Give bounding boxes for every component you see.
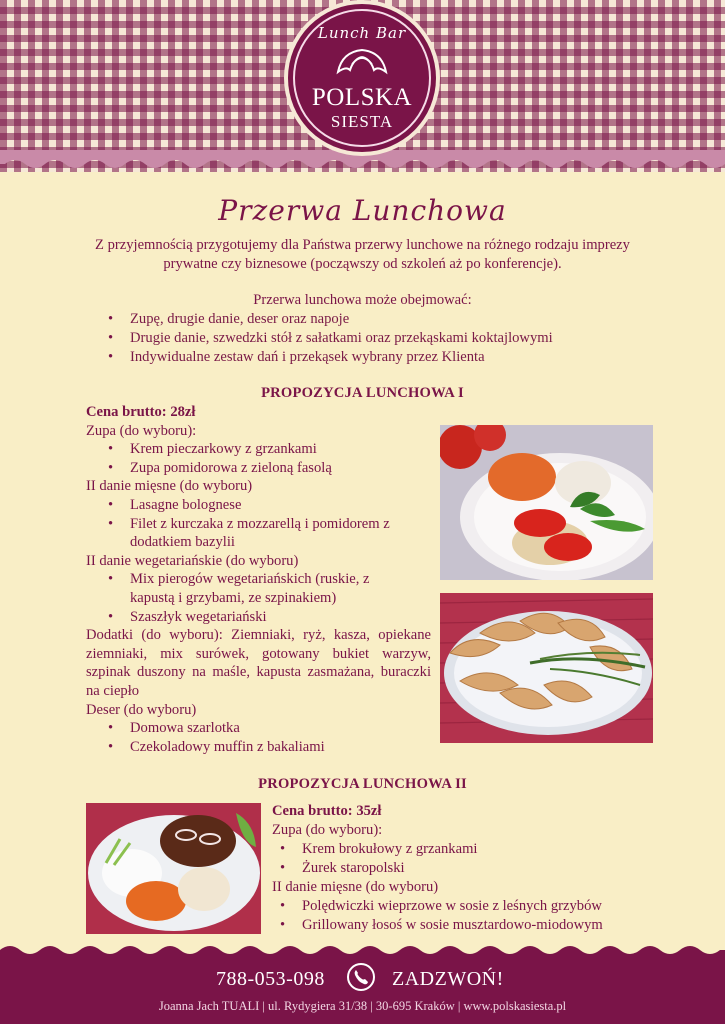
proposal1-soup-label: Zupa (do wyboru): — [86, 422, 197, 439]
proposal1-dessert-list — [86, 719, 431, 756]
dish-photo-pierogi — [440, 593, 653, 743]
phone-number[interactable]: 788-053-098 — [216, 968, 325, 990]
dish-photo-meat-rice — [86, 803, 261, 934]
list-item: • Czekoladowy muffin z bakaliami — [130, 738, 431, 757]
proposal1-dessert-label: Deser (do wyboru) — [86, 701, 197, 718]
dish-photo-tomato-pierogi — [440, 425, 653, 580]
list-item-continuation: kapustą i grzybami, ze szpinakiem) — [130, 589, 337, 606]
list-item: • Krem pieczarkowy z grzankami — [130, 440, 431, 459]
list-item: • Domowa szarlotka — [130, 719, 431, 738]
header-wave-edge — [0, 150, 725, 180]
proposal2-soup-label: Zupa (do wyboru): — [272, 822, 383, 838]
list-item: • Filet z kurczaka z mozzarellą i pomidorem z — [130, 515, 431, 534]
list-item: • Drugie danie, szwedzki stół z sałatkami oraz przekąskami koktajlowymi — [130, 329, 553, 348]
logo-name-polska: POLSKA — [311, 84, 413, 111]
proposal1-meat-label: II danie mięsne (do wyboru) — [86, 478, 253, 495]
proposal1-veg-label: II danie wegetariańskie (do wyboru) — [86, 552, 299, 569]
proposal2-soup-list — [272, 840, 652, 878]
footer-address: Joanna Jach TUALI | ul. Rydygiera 31/38 | 30-695 Kraków | www.polskasiesta.pl — [158, 999, 567, 1013]
includes-heading: Przerwa lunchowa może obejmować: — [253, 292, 472, 308]
proposal2-price: Cena brutto: 35zł — [272, 803, 382, 819]
logo-script-text: Lunch Bar — [317, 24, 407, 42]
proposal1-veg-list — [86, 570, 431, 626]
list-item-continuation: dodatkiem bazylii — [130, 534, 235, 551]
proposal2-details — [272, 802, 652, 935]
proposal1-soup-list — [86, 440, 431, 477]
list-item: • Lasagne bolognese — [130, 496, 431, 515]
list-item: • Zupa pomidorowa z zieloną fasolą — [130, 459, 431, 478]
list-item: • Grillowany łosoś w sosie musztardowo-miodowym — [302, 916, 652, 935]
proposal2-meat-label: II danie mięsne (do wyboru) — [272, 879, 439, 895]
phone-icon[interactable] — [346, 962, 376, 992]
proposal1-details — [86, 403, 431, 756]
proposal2-heading: PROPOZYCJA LUNCHOWA II — [258, 776, 467, 792]
includes-list — [130, 310, 553, 367]
intro-paragraph: Z przyjemnością przygotujemy dla Państwa przerwy lunchowe na różnego rodzaju imprezy prywatne czy biznesowe (począwszy od szkoleń aż po konferencje). — [95, 237, 630, 272]
logo-name-siesta: SIESTA — [330, 112, 394, 131]
page-title: Przerwa Lunchowa — [218, 194, 507, 227]
list-item: • Szaszłyk wegetariański — [130, 608, 431, 627]
proposal1-sides: Dodatki (do wyboru): Ziemniaki, ryż, kasza, opiekane ziemniaki, mix surówek, gotowany bukiet warzyw, szpinak duszony na maśle, kapusta zasmażana, buraczki na ciepło — [86, 627, 431, 699]
list-item: • Mix pierogów wegetariańskich (ruskie, z — [130, 570, 431, 589]
list-item: • Polędwiczki wieprzowe w sosie z leśnych grzybów — [302, 897, 652, 916]
proposal1-price: Cena brutto: 28zł — [86, 404, 196, 420]
proposal1-heading: PROPOZYCJA LUNCHOWA I — [261, 385, 464, 401]
list-item: • Krem brokułowy z grzankami — [302, 840, 652, 859]
list-item: • Żurek staropolski — [302, 859, 652, 878]
brand-logo[interactable] — [288, 4, 436, 152]
list-item: • Zupę, drugie danie, deser oraz napoje — [130, 310, 553, 329]
proposal2-meat-list — [272, 897, 652, 935]
proposal1-meat-list — [86, 496, 431, 552]
call-to-action[interactable]: ZADZWOŃ! — [392, 968, 504, 990]
croissant-icon — [334, 46, 390, 80]
list-item: • Indywidualne zestaw dań i przekąsek wybrany przez Klienta — [130, 348, 553, 367]
